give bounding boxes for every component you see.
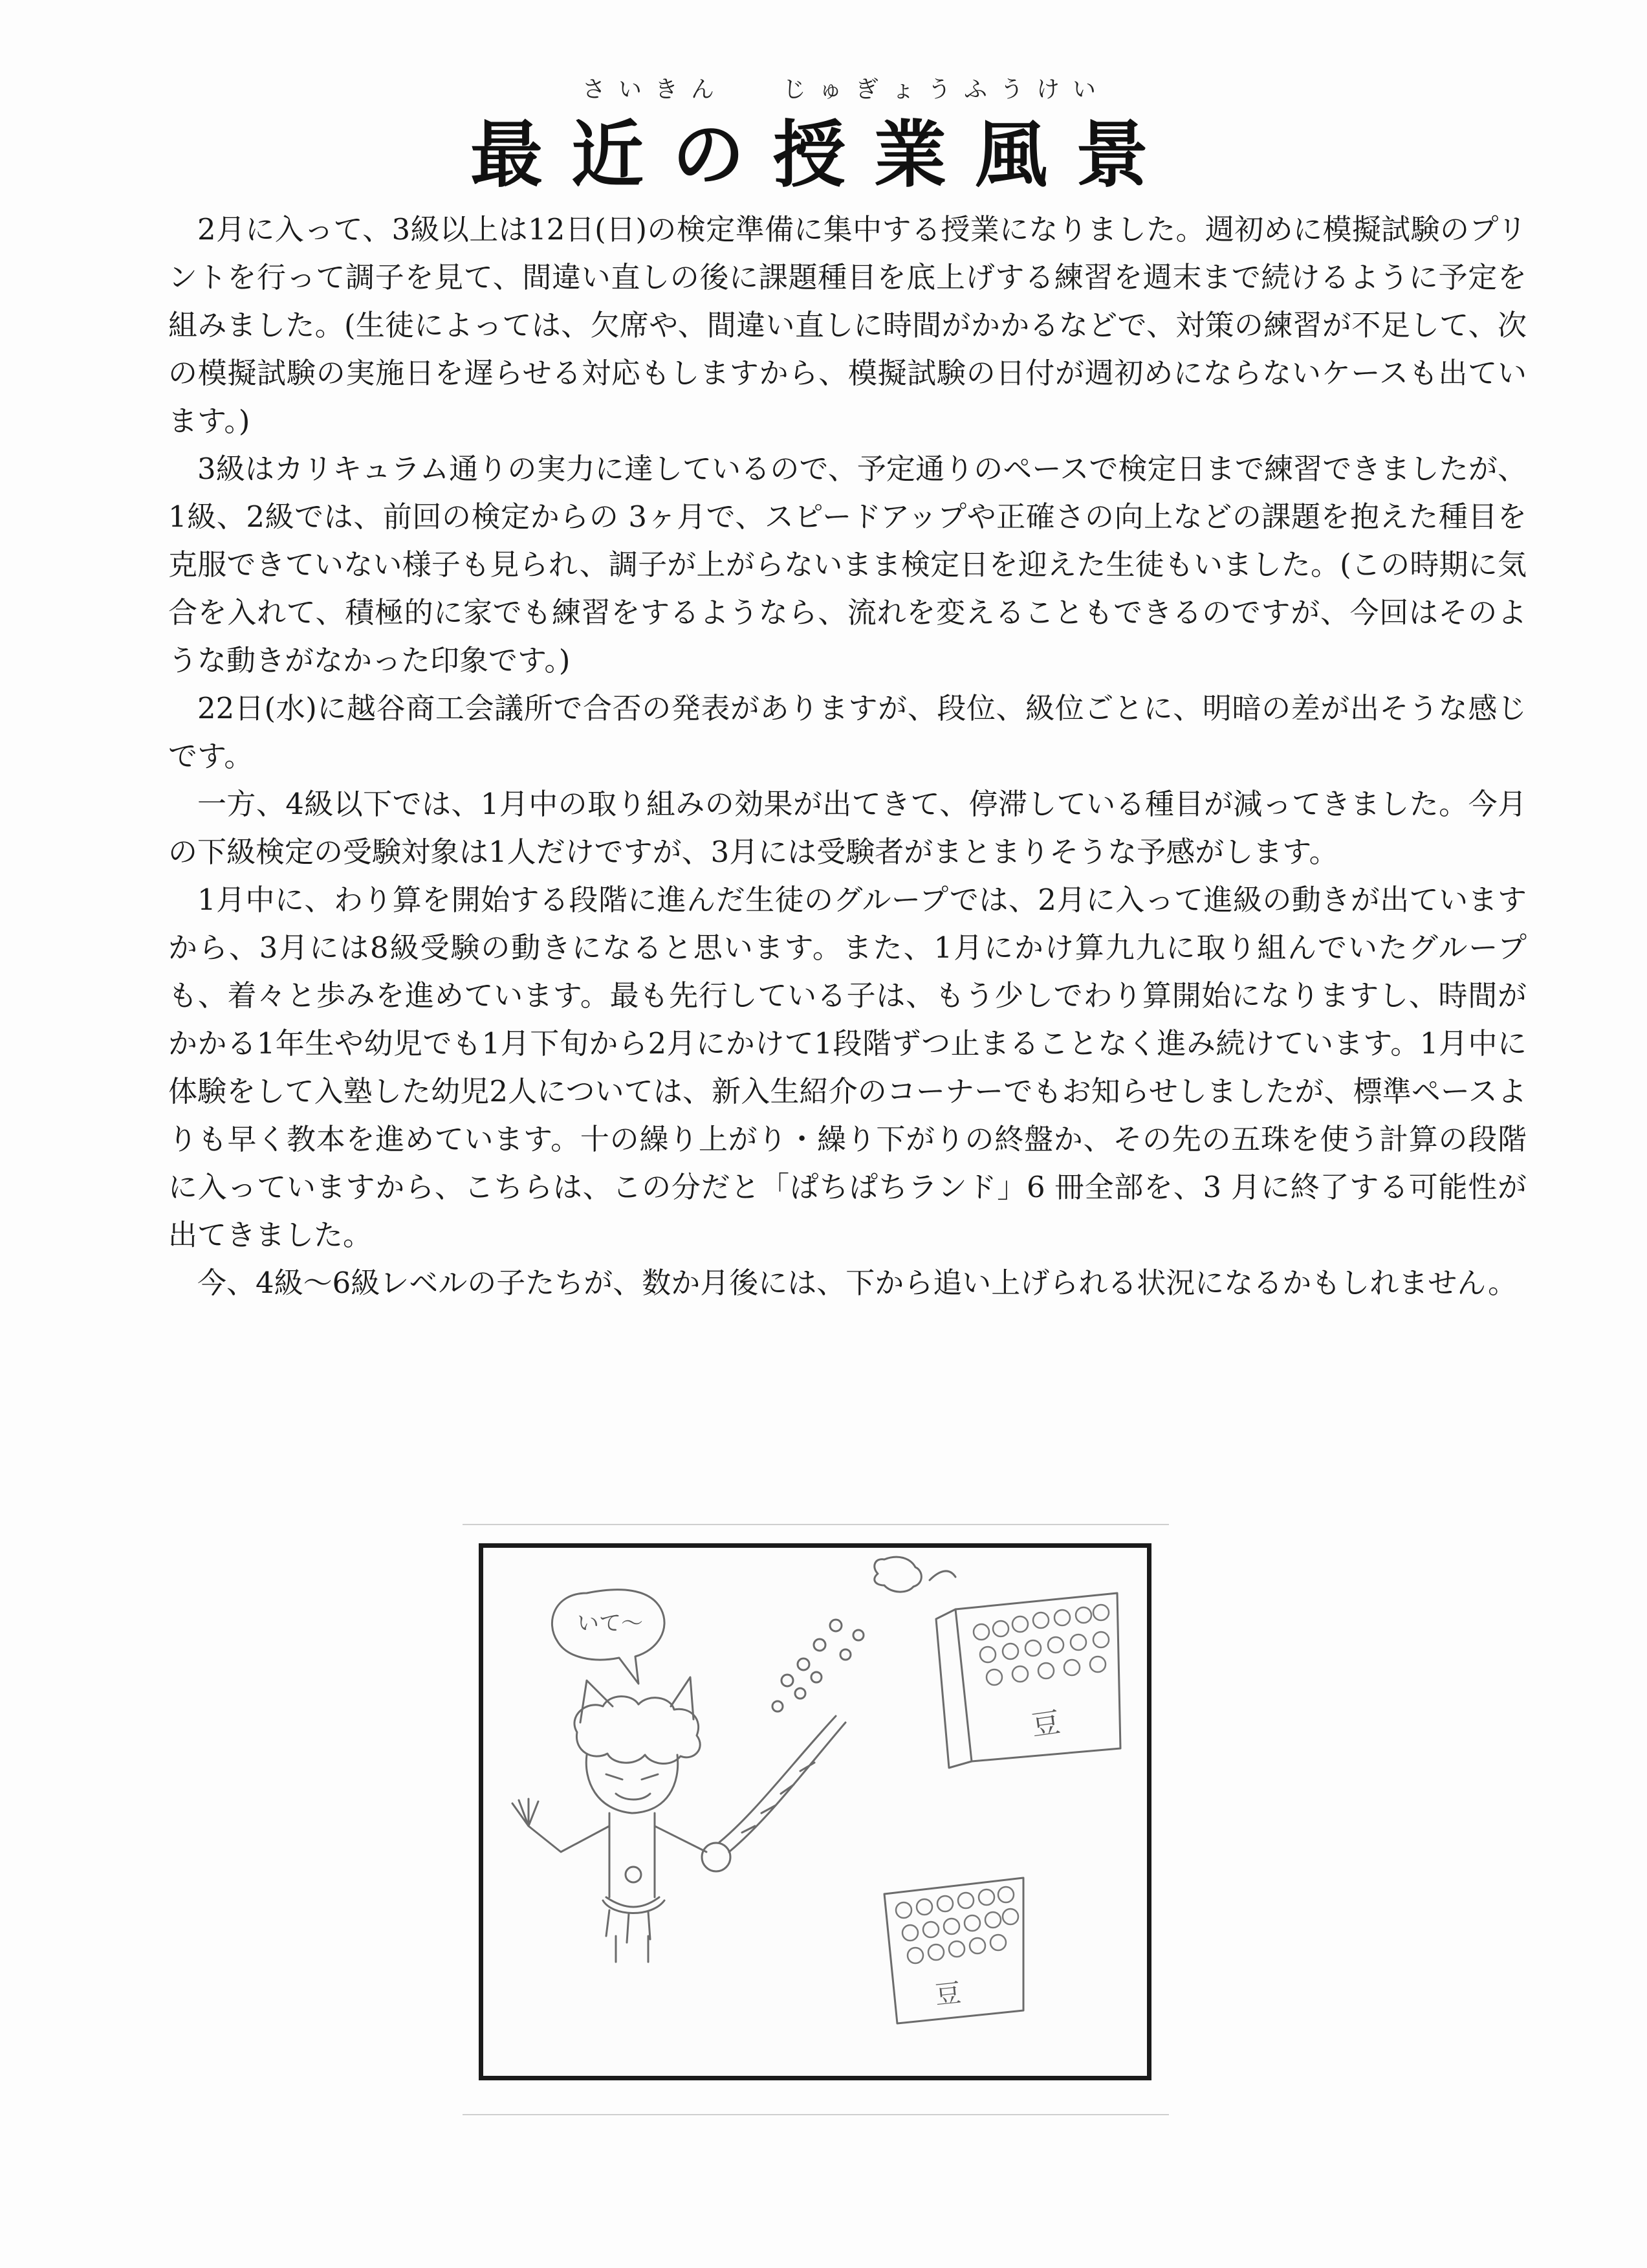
bean	[798, 1658, 809, 1670]
box-bean	[985, 1912, 1001, 1928]
paragraph-6: 今、4級〜6級レベルの子たちが、数か月後には、下から追い上げられる状況になるかもしれません。	[197, 1266, 1517, 1300]
title-ruby-left: さいきん	[582, 76, 728, 103]
box-bean	[928, 1944, 944, 1960]
bean	[814, 1639, 825, 1651]
box-bean	[1048, 1637, 1063, 1653]
box-bean	[1090, 1657, 1106, 1672]
speech-bubble-text: いて〜	[577, 1611, 643, 1636]
bean-box-label-lower: 豆	[933, 1978, 963, 2010]
box-bean	[1033, 1613, 1049, 1628]
box-bean	[1093, 1605, 1109, 1620]
article-body	[168, 206, 1527, 1307]
box-bean	[993, 1621, 1009, 1636]
box-bean	[974, 1624, 989, 1640]
box-bean	[970, 1938, 985, 1954]
paragraph-3: 22日(水)に越谷商工会議所で合否の発表がありますが、段位、級位ごとに、明暗の差が出そうな感じです。	[168, 691, 1527, 773]
paragraph-2: 3級はカリキュラム通りの実力に達しているので、予定通りのペースで検定日まで練習できましたが、1級、2級では、前回の検定からの 3ヶ月で、スピードアップや正確さの向上などの課題を抱えた種目を克服できていない様子も見られ、調子が上がらないまま検定日を迎えた生徒もいました。(この時期に気合を入れて、積極的に家でも練習をするようなら、流れを変えることもできるのですが、今回はそのような動きがなかった印象です。)	[168, 452, 1527, 677]
box-bean	[944, 1919, 959, 1934]
oni-eyes	[606, 1774, 658, 1800]
box-bean	[949, 1941, 965, 1957]
oni-horns	[580, 1677, 693, 1723]
box-bean	[1076, 1607, 1091, 1623]
paragraph-1: 2月に入って、3級以上は12日(日)の検定準備に集中する授業になりました。週初めに模擬試験のプリントを行って調子を見て、間違い直しの後に課題種目を底上げする練習を週末まで続けるように予定を組みました。(生徒によっては、欠席や、間違い直しに時間がかかるなどで、対策の練習が不足して、次の模擬試験の実施日を遅らせる対応もしますから、模擬試験の日付が週初めにならないケースも出ています。)	[168, 212, 1527, 438]
oni-fist	[702, 1843, 730, 1871]
box-bean	[979, 1889, 994, 1905]
box-bean	[1064, 1660, 1080, 1675]
box-bean	[937, 1896, 953, 1911]
box-bean	[987, 1669, 1002, 1685]
title-ruby-right: じゅぎょうふうけい	[783, 76, 1109, 103]
box-bean	[1093, 1632, 1109, 1647]
box-bean	[923, 1922, 939, 1937]
page-title: 最近の授業風景	[470, 113, 1177, 197]
bean-box-label-upper: 豆	[1029, 1706, 1063, 1743]
box-bean	[1012, 1666, 1028, 1682]
oni-legs	[616, 1936, 648, 1962]
bean	[781, 1675, 793, 1686]
box-bean	[998, 1887, 1014, 1902]
box-bean	[1003, 1644, 1018, 1659]
box-bean	[1038, 1663, 1054, 1679]
speech-bubble	[552, 1590, 664, 1684]
oni-right-arm	[655, 1826, 706, 1852]
bean	[853, 1630, 864, 1640]
box-bean	[908, 1948, 923, 1963]
bean	[830, 1620, 842, 1631]
box-bean	[1003, 1909, 1018, 1924]
bean	[772, 1701, 783, 1712]
box-bean	[958, 1893, 974, 1908]
box-bean	[980, 1647, 996, 1662]
oni-hair	[574, 1697, 700, 1764]
bean	[811, 1672, 822, 1682]
oni-navel	[626, 1867, 641, 1882]
box-bean	[965, 1915, 980, 1931]
box-bean	[902, 1925, 918, 1941]
bean-box-upper	[936, 1593, 1120, 1768]
pencil-drawing	[483, 1548, 1147, 2076]
paragraph-5: 1月中に、わり算を開始する段階に進んだ生徒のグループでは、2月に入って進級の動きが出ていますから、3月には8級受験の動きになると思います。また、1月にかけ算九九に取り組んでいたグループも、着々と歩みを進めています。最も先行している子は、もう少しでわり算開始になりますし、時間がかかる1年生や幼児でも1月下旬から2月にかけて1段階ずつ止まることなく進み続けています。1月中に体験をして入塾した幼児2人については、新入生紹介のコーナーでもお知らせしましたが、標準ペースよりも早く教本を進めています。十の繰り上がり・繰り下がりの終盤か、その先の五珠を使う計算の段階に入っていますから、こちらは、この分だと「ぱちぱちランド」6 冊全部を、3 月に終了する可能性が出てきました。	[168, 883, 1527, 1252]
oni-left-arm	[512, 1799, 609, 1852]
paragraph-4: 一方、4級以下では、1月中の取り組みの効果が出てきて、停滞している種目が減ってきました。今月の下級検定の受験対象は1人だけですが、3月には受験者がまとまりそうな予感がします。	[168, 787, 1527, 869]
bean	[840, 1649, 851, 1660]
box-bean	[896, 1902, 911, 1918]
oni-body	[606, 1813, 659, 1907]
box-bean	[1054, 1610, 1070, 1625]
box-bean	[917, 1899, 932, 1915]
box-bean	[990, 1935, 1006, 1950]
box-bean	[1012, 1616, 1028, 1632]
box-bean	[1071, 1635, 1086, 1650]
thrower-hand	[875, 1557, 955, 1592]
box-bean	[1025, 1640, 1041, 1656]
child-drawing-illustration	[479, 1543, 1151, 2080]
thrown-streak	[719, 1716, 845, 1852]
bean	[795, 1688, 805, 1699]
